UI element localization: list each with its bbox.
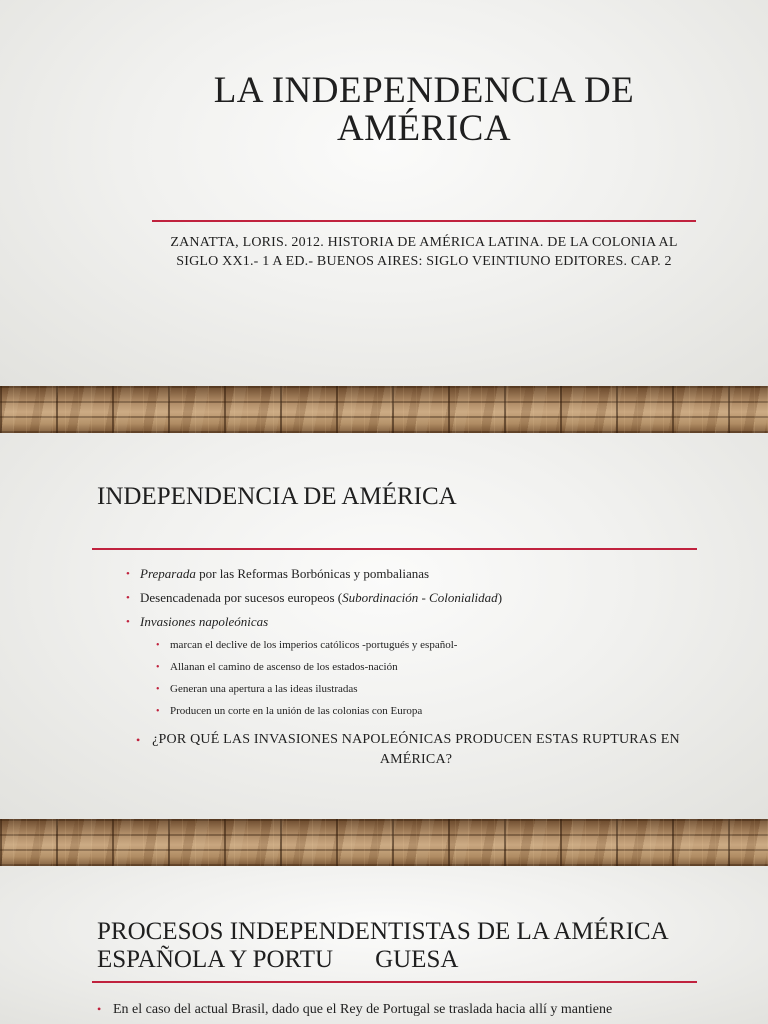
slide-independencia: [0, 433, 768, 819]
wood-floor-divider: [0, 819, 768, 866]
slide-heading: INDEPENDENCIA DE AMÉRICA: [97, 483, 457, 510]
sub-list-item: • Allanan el camino de ascenso de los estados-nación: [156, 660, 706, 675]
list-item: • Preparada por las Reformas Borbónicas y pombalianas: [126, 566, 706, 582]
list-item: • En el caso del actual Brasil, dado que el Rey de Portugal se traslada hacia allí y mantiene: [97, 1002, 753, 1018]
bullet-list: [126, 566, 706, 726]
wood-floor-divider: [0, 386, 768, 433]
list-item: • Desencadenada por sucesos europeos (Subordinación - Colonialidad): [126, 590, 706, 606]
question-text: • ¿POR QUÉ LAS INVASIONES NAPOLEÓNICAS PRODUCEN ESTAS RUPTURAS EN AMÉRICA?: [136, 730, 696, 770]
sub-list-item: • Producen un corte en la unión de las colonias con Europa: [156, 704, 706, 719]
sub-list-item: • Generan una apertura a las ideas ilustradas: [156, 682, 706, 697]
slide-heading: PROCESOS INDEPENDENTISTAS DE LA AMÉRICA ESPAÑOLA Y PORTU GUESA: [97, 918, 669, 973]
list-item: • Invasiones napoleónicas: [126, 614, 706, 630]
slide-procesos: [0, 866, 768, 1024]
heading-divider: [92, 981, 697, 983]
slide-title: [0, 0, 768, 386]
sub-list-item: • marcan el declive de los imperios católicos -portugués y español-: [156, 638, 706, 653]
title-divider: [152, 220, 696, 222]
heading-divider: [92, 548, 697, 550]
slide-title-heading: LA INDEPENDENCIA DE AMÉRICA: [213, 70, 635, 149]
slide-title-citation: ZANATTA, LORIS. 2012. HISTORIA DE AMÉRICA LATINA. DE LA COLONIA AL SIGLO XX1.- 1 A ED.- BUENOS AIRES: SIGLO VEINTIUNO EDITORES. CAP. 2: [170, 235, 678, 269]
